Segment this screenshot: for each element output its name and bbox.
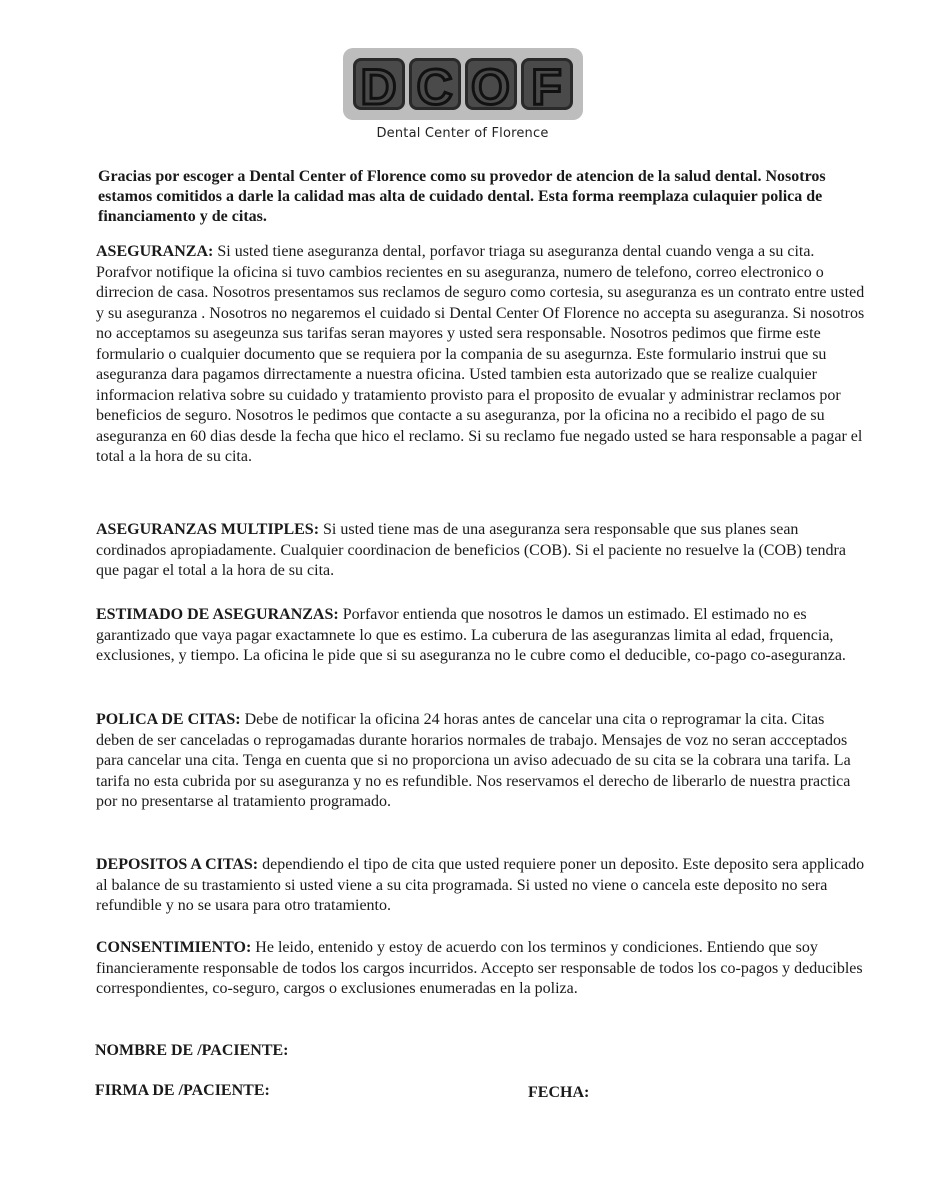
date-label: FECHA: (528, 1084, 590, 1101)
section-heading: ASEGURANZAS MULTIPLES: (96, 521, 320, 538)
section-body: He leido, entenido y estoy de acuerdo con los terminos y condiciones. Entiendo que soy financieramente responsable de todos los cargos incurridos. Accepto ser responsable de todos los co-pagos y deducibles correspondientes, co-seguro, cargos o exclusiones enumeradas en la poliza. (96, 939, 863, 997)
section-heading: POLICA DE CITAS: (96, 711, 241, 728)
section-heading: ESTIMADO DE ASEGURANZAS: (96, 606, 339, 623)
dcof-logo (340, 48, 585, 141)
section-body: Si usted tiene aseguranza dental, porfavor triaga su aseguranza dental cuando venga a su cita. Porafvor notifique la oficina si tuvo cambios recientes en su aseguranza, numero de telefono, correo electronico o dirrecion de casa. Nosotros presentamos sus reclamos de seguro como cortesia, su aseguranza es un contrato entre usted y su aseguranza . Nosotros no negaremos el cuidado si Dental Center Of Florence no accepta su aseguranza. Si nosotros no acceptamos su asegeunza sus tarifas seran mayores y usted sera responsable. Nosotros pedimos que firme este formulario o cualquier documento que se requiera por la compania de su asegurnza. Este formulario instrui que su aseguranza dara pagamos dirrectamente a nuestra oficina. Usted tambien esta autorizado que se realize cualquier informacion relativa sobre su cuidado y tratamiento provisto para el proposito de evualar y administrar reclamos por beneficios de seguro. Nosotros le pedimos que contacte a su aseguranza, por la oficina no a recibido el pago de su aseguranza en 60 dias desde la fecha que hico el reclamo. Si su reclamo fue negado usted se hara responsable a pagar el total a la hora de su cita. (96, 243, 865, 465)
section-body: Debe de notificar la oficina 24 horas antes de cancelar una cita o reprogramar la cita. Citas deben de ser canceladas o reprogamadas durante horarios normales de trabajo. Mensajes de voz no seran accceptados para cancelar una cita. Tenga en cuenta que si no proporciona un aviso adecuado de su cita se la cobrara una tarifa. La tarifa no esta cubrida por su aseguranza y no es refundible. Nos reservamos el derecho de liberarlo de nuestra practica por no presentarse al tratamiento programado. (96, 711, 851, 810)
section-estimado (96, 605, 866, 667)
section-body: Si usted tiene mas de una aseguranza sera responsable que sus planes sean cordinados apropiadamente. Cualquier coordinacion de beneficios (COB). Si el paciente no resuelve la (COB) tendra que pagar el total a la hora de su cita. (96, 521, 846, 579)
section-heading: DEPOSITOS A CITAS: (96, 856, 259, 873)
logo-letter-c: C (409, 58, 461, 110)
logo-caption: Dental Center of Florence (376, 126, 549, 141)
section-body: Porfavor entienda que nosotros le damos un estimado. El estimado no es garantizado que vaya pagar exactamnete lo que es estimo. La cuberura de las aseguranzas limita al edad, frquencia, exclusiones, y tiempo. La oficina le pide que si su aseguranza no le cubre como el deducible, co-pago co-aseguranza. (96, 606, 846, 664)
section-heading: ASEGURANZA: (96, 243, 214, 260)
logo-letter-f: F (521, 58, 573, 110)
section-polica-citas (96, 710, 866, 813)
section-aseguranzas-multiples (96, 520, 866, 582)
logo-letter-d: D (353, 58, 405, 110)
intro-paragraph: Gracias por escoger a Dental Center of Florence como su provedor de atencion de la salud dental. Nosotros estamos comitidos a darle la calidad mas alta de cuidado dental. Esta forma reemplaza culaquier polica de financiamento y de citas. (98, 168, 826, 225)
section-consentimiento (96, 938, 866, 1000)
section-aseguranza (96, 242, 866, 468)
patient-signature-label: FIRMA DE /PACIENTE: (95, 1082, 270, 1099)
section-heading: CONSENTIMIENTO: (96, 939, 252, 956)
section-depositos (96, 855, 866, 917)
logo-plate (343, 48, 583, 120)
logo-letter-o: O (465, 58, 517, 110)
patient-name-label: NOMBRE DE /PACIENTE: (95, 1042, 289, 1059)
section-body: dependiendo el tipo de cita que usted requiere poner un deposito. Este deposito sera applicado al balance de su trastamiento si usted viene a su cita programada. Si usted no viene o cancela este deposito no sera refundible y no se usara para otro tratamiento. (96, 856, 865, 914)
